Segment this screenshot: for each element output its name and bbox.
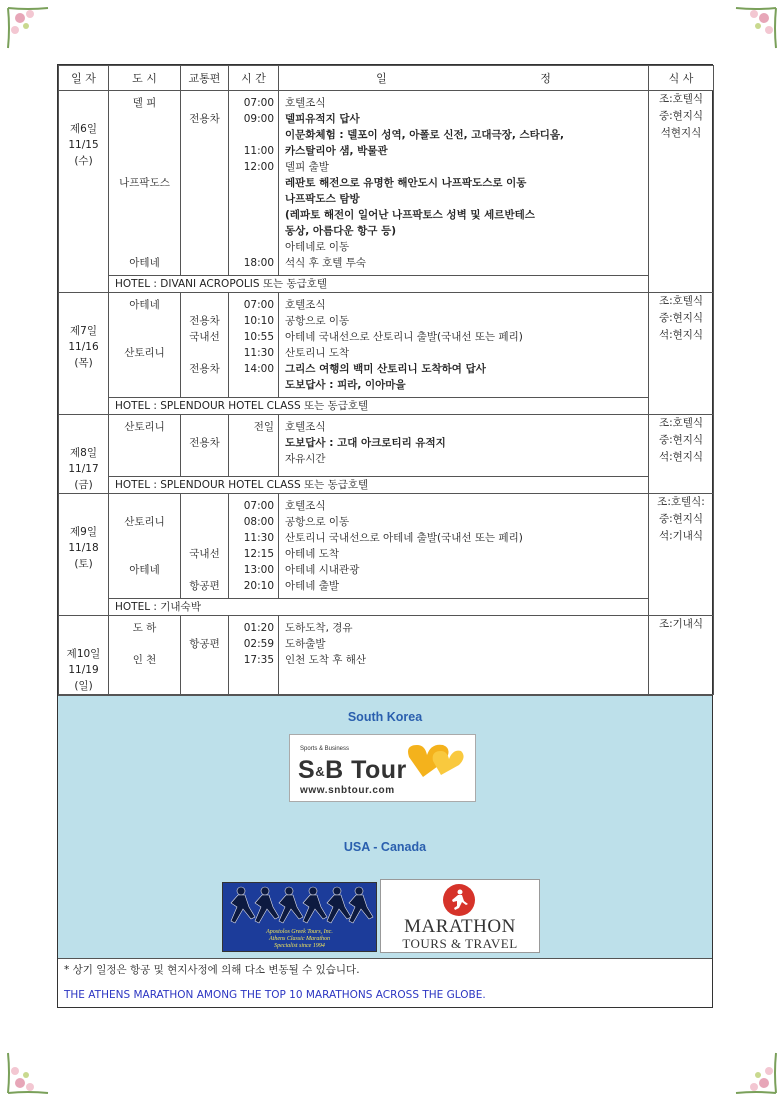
day-cell [59, 494, 109, 616]
meal-item: 중:현지식 [658, 312, 704, 324]
city-value: 아테네 [129, 564, 160, 576]
meal-item: 중:현지식 [658, 513, 704, 525]
schedule-line: 카스탈리아 샘, 박물관 [285, 145, 388, 157]
day-row [59, 494, 714, 599]
time-value: 13:00 [243, 564, 274, 576]
meal-item: 조:기내식 [658, 618, 704, 630]
schedule-line: 자유시간 [285, 453, 326, 465]
apostolos-line: Specialist since 1994 [274, 943, 325, 949]
partner-promo-panel [58, 695, 712, 958]
time-value: 11:30 [243, 532, 274, 544]
city-value [109, 313, 180, 329]
transport-value [181, 255, 228, 271]
city-value [109, 191, 180, 207]
city-value: 산토리니 [124, 347, 165, 359]
city-value [109, 578, 180, 594]
time-value: 02:59 [243, 638, 274, 650]
schedule-line: 그리스 여행의 백미 산토리니 도착하여 답사 [285, 363, 486, 375]
day-label: (금) [74, 479, 93, 491]
transport-value [181, 652, 228, 668]
time-cell [229, 415, 279, 477]
meals-cell [649, 293, 714, 415]
transport-value [181, 143, 228, 159]
notes-section [58, 958, 712, 1007]
city-cell [109, 293, 181, 398]
meal-item: 조:호텔식: [657, 496, 705, 508]
time-cell [229, 293, 279, 398]
hotel-info: HOTEL : 기내숙박 [109, 599, 649, 616]
day-row [59, 91, 714, 276]
schedule-line: 도하출발 [285, 638, 326, 650]
city-value: 인 천 [132, 654, 157, 666]
day-label: 제6일 [70, 123, 97, 135]
region-label-south-korea: South Korea [347, 710, 423, 724]
schedule-line: 아테네 출발 [285, 580, 340, 592]
transport-cell [181, 494, 229, 599]
table-header-row [59, 66, 714, 91]
transport-value [181, 297, 228, 313]
time-value: 14:00 [243, 363, 274, 375]
disclaimer-text: * 상기 일정은 항공 및 현지사정에 의해 다소 변동될 수 있습니다. [64, 964, 360, 976]
time-value: 07:00 [243, 299, 274, 311]
schedule-line: 이문화체험 : 델포이 성역, 아폴로 신전, 고대극장, 스타디움, [285, 129, 565, 141]
time-value [229, 377, 274, 393]
hotel-info: HOTEL : SPLENDOUR HOTEL CLASS 또는 동급호텔 [109, 477, 649, 494]
meals-cell [649, 91, 714, 293]
apostolos-tagline [223, 929, 376, 950]
day-row [59, 293, 714, 398]
day-cell [59, 91, 109, 293]
time-value: 11:30 [243, 347, 274, 359]
schedule-line: 호텔조식 [285, 500, 326, 512]
time-value: 20:10 [243, 580, 274, 592]
transport-value [181, 159, 228, 175]
meal-item: 중:현지식 [658, 110, 704, 122]
transport-value [181, 95, 228, 111]
time-value [229, 223, 274, 239]
city-value [109, 546, 180, 562]
runners-icon [223, 883, 376, 929]
meals-cell [649, 415, 714, 494]
meals-cell [649, 616, 714, 695]
city-value [109, 498, 180, 514]
day-row [59, 616, 714, 695]
day-label: 11/16 [68, 341, 99, 353]
day-label: 제10일 [66, 648, 101, 660]
time-cell [229, 616, 279, 695]
schedule-line: 동상, 아름다운 항구 등) [285, 225, 397, 237]
region-label-usa-canada: USA - Canada [343, 840, 427, 854]
transport-value: 전용차 [189, 113, 220, 125]
day-label: (토) [74, 558, 93, 570]
city-cell [109, 494, 181, 599]
time-value: 01:20 [243, 622, 274, 634]
transport-value [181, 514, 228, 530]
time-value [229, 175, 274, 191]
snb-tagline: Sports & Business [300, 746, 350, 752]
schedule-line: 아테네 도착 [285, 548, 340, 560]
hotel-row [59, 276, 714, 293]
day-label: (수) [74, 155, 93, 167]
city-value: 아테네 [129, 299, 160, 311]
transport-value [181, 530, 228, 546]
floral-corner-icon [6, 1051, 50, 1095]
transport-value: 전용차 [189, 437, 220, 449]
time-cell [229, 494, 279, 599]
schedule-cell [279, 494, 649, 599]
schedule-line: 호텔조식 [285, 421, 326, 433]
time-value: 전일 [253, 421, 274, 433]
transport-value: 전용차 [189, 315, 220, 327]
schedule-line: 도보답사 : 피라, 이아마을 [285, 379, 406, 391]
time-value: 08:00 [243, 516, 274, 528]
time-value: 07:00 [243, 97, 274, 109]
hotel-info: HOTEL : SPLENDOUR HOTEL CLASS 또는 동급호텔 [109, 398, 649, 415]
hotel-row [59, 477, 714, 494]
schedule-cell [279, 293, 649, 398]
city-value: 나프팍도스 [119, 177, 170, 189]
city-value [109, 329, 180, 345]
transport-value [181, 127, 228, 143]
schedule-line: 레판토 해전으로 유명한 해안도시 나프팍도스로 이동 [285, 177, 527, 189]
city-value [109, 361, 180, 377]
snb-brand-name [298, 756, 407, 785]
meal-item: 조:호텔식 [658, 93, 704, 105]
meal-item: 석현지식 [660, 127, 702, 139]
meal-item: 석:현지식 [658, 451, 704, 463]
schedule-line: 아테네 시내관광 [285, 564, 360, 576]
transport-cell [181, 415, 229, 477]
header-city: 도 시 [109, 66, 181, 91]
header-meals: 식 사 [649, 66, 714, 91]
meal-item: 조:호텔식 [658, 295, 704, 307]
snb-brand-b: B Tour [325, 756, 407, 784]
city-value: 도 하 [132, 622, 157, 634]
meal-item: 석:현지식 [658, 329, 704, 341]
schedule-line: 산토리니 도착 [285, 347, 350, 359]
meal-item: 조:호텔식 [658, 417, 704, 429]
city-value [109, 127, 180, 143]
day-cell [59, 616, 109, 695]
city-value: 아테네 [129, 257, 160, 269]
time-value: 09:00 [243, 113, 274, 125]
hotel-row [59, 599, 714, 616]
city-value [109, 143, 180, 159]
transport-value [181, 377, 228, 393]
transport-value [181, 451, 228, 467]
floral-corner-icon [734, 1051, 778, 1095]
day-label: (목) [74, 357, 93, 369]
transport-value: 항공편 [189, 580, 220, 592]
transport-value: 국내선 [189, 331, 220, 343]
marathon-brand-name: MARATHON [404, 916, 516, 937]
snb-brand-amp: & [315, 763, 326, 779]
apostolos-greek-tours-logo [222, 882, 377, 952]
city-value [109, 239, 180, 255]
runner-circle-icon [443, 884, 475, 916]
marathon-brand-sub: TOURS & TRAVEL [402, 936, 518, 951]
city-cell [109, 91, 181, 276]
heart-icon [403, 739, 469, 781]
city-value [109, 530, 180, 546]
header-transport: 교통편 [181, 66, 229, 91]
city-value [109, 207, 180, 223]
transport-value [181, 620, 228, 636]
city-value [109, 636, 180, 652]
day-label: 11/18 [68, 542, 99, 554]
slogan-text: THE ATHENS MARATHON AMONG THE TOP 10 MARATHONS ACROSS THE GLOBE. [64, 989, 486, 1001]
time-value: 10:55 [243, 331, 274, 343]
schedule-line: 공항으로 이동 [285, 516, 350, 528]
snb-brand-s: S [298, 756, 316, 784]
city-value [109, 377, 180, 393]
meal-item: 석:기내식 [658, 530, 704, 542]
day-label: 11/17 [68, 463, 99, 475]
day-label: 제7일 [70, 325, 97, 337]
floral-corner-icon [6, 6, 50, 50]
schedule-line: 델피 출발 [285, 161, 329, 173]
day-cell [59, 293, 109, 415]
city-value [109, 223, 180, 239]
transport-value: 국내선 [189, 548, 220, 560]
hotel-info: HOTEL : DIVANI ACROPOLIS 또는 동급호텔 [109, 276, 649, 293]
itinerary-document [57, 64, 713, 1008]
time-value: 17:35 [243, 654, 274, 666]
hotel-row [59, 398, 714, 415]
time-value [229, 451, 274, 467]
city-value: 산토리니 [124, 421, 165, 433]
header-date: 일 자 [59, 66, 109, 91]
day-label: (일) [74, 680, 93, 692]
schedule-line: 아테네 국내선으로 산토리니 출발(국내선 또는 페리) [285, 331, 523, 343]
time-value: 10:10 [243, 315, 274, 327]
city-value: 산토리니 [124, 516, 165, 528]
city-value: 델 피 [132, 97, 157, 109]
header-schedule: 일 정 [279, 66, 649, 91]
schedule-line: 호텔조식 [285, 97, 326, 109]
transport-cell [181, 616, 229, 695]
transport-value: 전용차 [189, 363, 220, 375]
city-value [109, 451, 180, 467]
schedule-line: 공항으로 이동 [285, 315, 350, 327]
transport-value [181, 345, 228, 361]
time-value: 18:00 [243, 257, 274, 269]
marathon-tours-logo [380, 879, 540, 953]
time-cell [229, 91, 279, 276]
schedule-line: 산토리니 국내선으로 아테네 출발(국내선 또는 페리) [285, 532, 523, 544]
apostolos-line: Athens Classic Marathon [269, 936, 330, 942]
snb-tour-logo [289, 734, 476, 802]
city-value [109, 159, 180, 175]
city-value [109, 111, 180, 127]
schedule-line: 델피유적지 답사 [285, 113, 360, 125]
day-row [59, 415, 714, 477]
transport-value [181, 207, 228, 223]
time-value [229, 191, 274, 207]
schedule-line: 나프팍도스 탐방 [285, 193, 360, 205]
day-label: 제8일 [70, 447, 97, 459]
header-time: 시 간 [229, 66, 279, 91]
runner-icon [443, 884, 475, 916]
time-value: 12:15 [243, 548, 274, 560]
city-cell [109, 415, 181, 477]
itinerary-table [58, 65, 714, 695]
transport-cell [181, 293, 229, 398]
day-label: 11/19 [68, 664, 99, 676]
time-value: 11:00 [243, 145, 274, 157]
day-cell [59, 415, 109, 494]
transport-value [181, 498, 228, 514]
time-value [229, 127, 274, 143]
schedule-cell [279, 91, 649, 276]
transport-cell [181, 91, 229, 276]
time-value [229, 435, 274, 451]
transport-value [181, 419, 228, 435]
transport-value [181, 239, 228, 255]
meals-cell [649, 494, 714, 616]
time-value: 07:00 [243, 500, 274, 512]
day-label: 제9일 [70, 526, 97, 538]
snb-url: www.snbtour.com [300, 785, 395, 796]
schedule-line: 도하도착, 경유 [285, 622, 353, 634]
time-value [229, 207, 274, 223]
time-value [229, 239, 274, 255]
schedule-cell [279, 415, 649, 477]
city-cell [109, 616, 181, 695]
city-value [109, 435, 180, 451]
transport-value [181, 562, 228, 578]
meal-item: 중:현지식 [658, 434, 704, 446]
transport-value: 항공편 [189, 638, 220, 650]
schedule-line: (레파토 해전이 일어난 나프팍토스 성벽 및 세르반테스 [285, 209, 535, 221]
schedule-line: 석식 후 호텔 투숙 [285, 257, 367, 269]
floral-corner-icon [734, 6, 778, 50]
schedule-line: 인천 도착 후 해산 [285, 654, 367, 666]
transport-value [181, 223, 228, 239]
time-value: 12:00 [243, 161, 274, 173]
apostolos-line: Apostolos Greek Tours, Inc. [266, 929, 333, 935]
schedule-line: 호텔조식 [285, 299, 326, 311]
schedule-line: 도보답사 : 고대 아크로티리 유적지 [285, 437, 446, 449]
transport-value [181, 175, 228, 191]
day-label: 11/15 [68, 139, 99, 151]
schedule-line: 아테네로 이동 [285, 241, 350, 253]
schedule-cell [279, 616, 649, 695]
transport-value [181, 191, 228, 207]
